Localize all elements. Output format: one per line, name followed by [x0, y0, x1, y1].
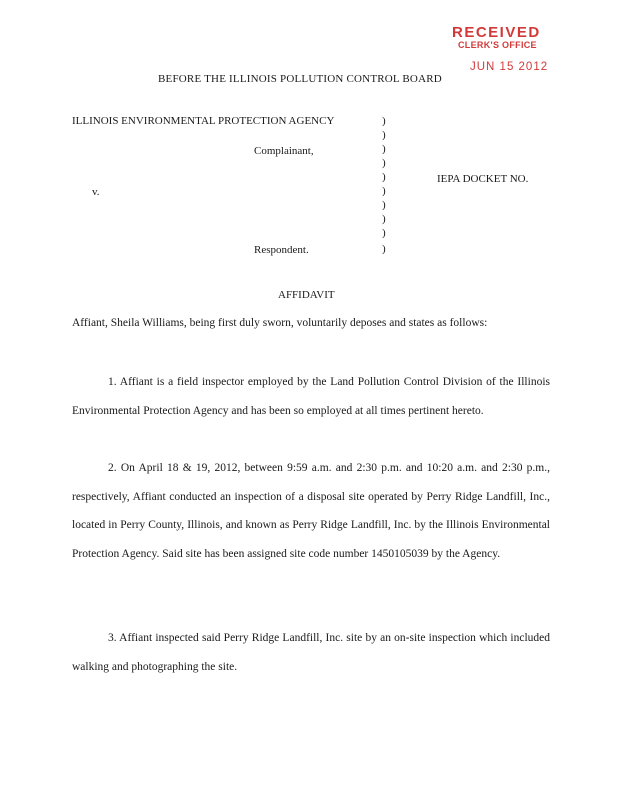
versus-label: v. — [92, 186, 100, 198]
intro-statement: Affiant, Sheila Williams, being first duly sworn, voluntarily deposes and states as follows: — [72, 317, 488, 329]
paragraph-2-text: 2. On April 18 & 19, 2012, between 9:59 a.m. and 2:30 p.m. and 10:20 a.m. and 2:30 p.m., respectively, Affiant conducted an inspection of a disposal site operated by Perry Ridge Landfill, Inc., located in Perry County, Illinois, and known as Perry Ridge Landfill, Inc. by the Illinois Environmental Protection Agency. Said site has been assigned site code number 1450105039 by the Agency. — [72, 462, 550, 560]
affidavit-title: AFFIDAVIT — [278, 289, 335, 301]
paragraph-2 — [72, 454, 550, 568]
received-stamp-office: CLERK'S OFFICE — [458, 40, 537, 50]
caption-paren: ) — [382, 243, 386, 255]
caption-paren: ) — [382, 129, 386, 141]
complainant-name: ILLINOIS ENVIRONMENTAL PROTECTION AGENCY — [72, 115, 335, 127]
docket-label: IEPA DOCKET NO. — [437, 173, 529, 185]
caption-paren: ) — [382, 185, 386, 197]
paragraph-1-text: 1. Affiant is a field inspector employed by the Land Pollution Control Division of the Illinois Environmental Protection Agency and has been so employed at all times pertinent hereto. — [72, 376, 550, 417]
respondent-role: Respondent. — [254, 244, 309, 256]
caption-paren: ) — [382, 115, 386, 127]
paragraph-1 — [72, 368, 550, 425]
caption-paren: ) — [382, 199, 386, 211]
paragraph-3 — [72, 624, 550, 681]
caption-paren: ) — [382, 143, 386, 155]
paragraph-3-text: 3. Affiant inspected said Perry Ridge Landfill, Inc. site by an on-site inspection which included walking and photographing the site. — [72, 632, 550, 673]
caption-paren: ) — [382, 171, 386, 183]
caption-paren: ) — [382, 227, 386, 239]
received-stamp-date: JUN 15 2012 — [470, 61, 549, 73]
board-heading: BEFORE THE ILLINOIS POLLUTION CONTROL BOARD — [158, 73, 442, 85]
complainant-role: Complainant, — [254, 145, 314, 157]
received-stamp: RECEIVED — [452, 24, 541, 41]
caption-paren: ) — [382, 213, 386, 225]
caption-paren: ) — [382, 157, 386, 169]
